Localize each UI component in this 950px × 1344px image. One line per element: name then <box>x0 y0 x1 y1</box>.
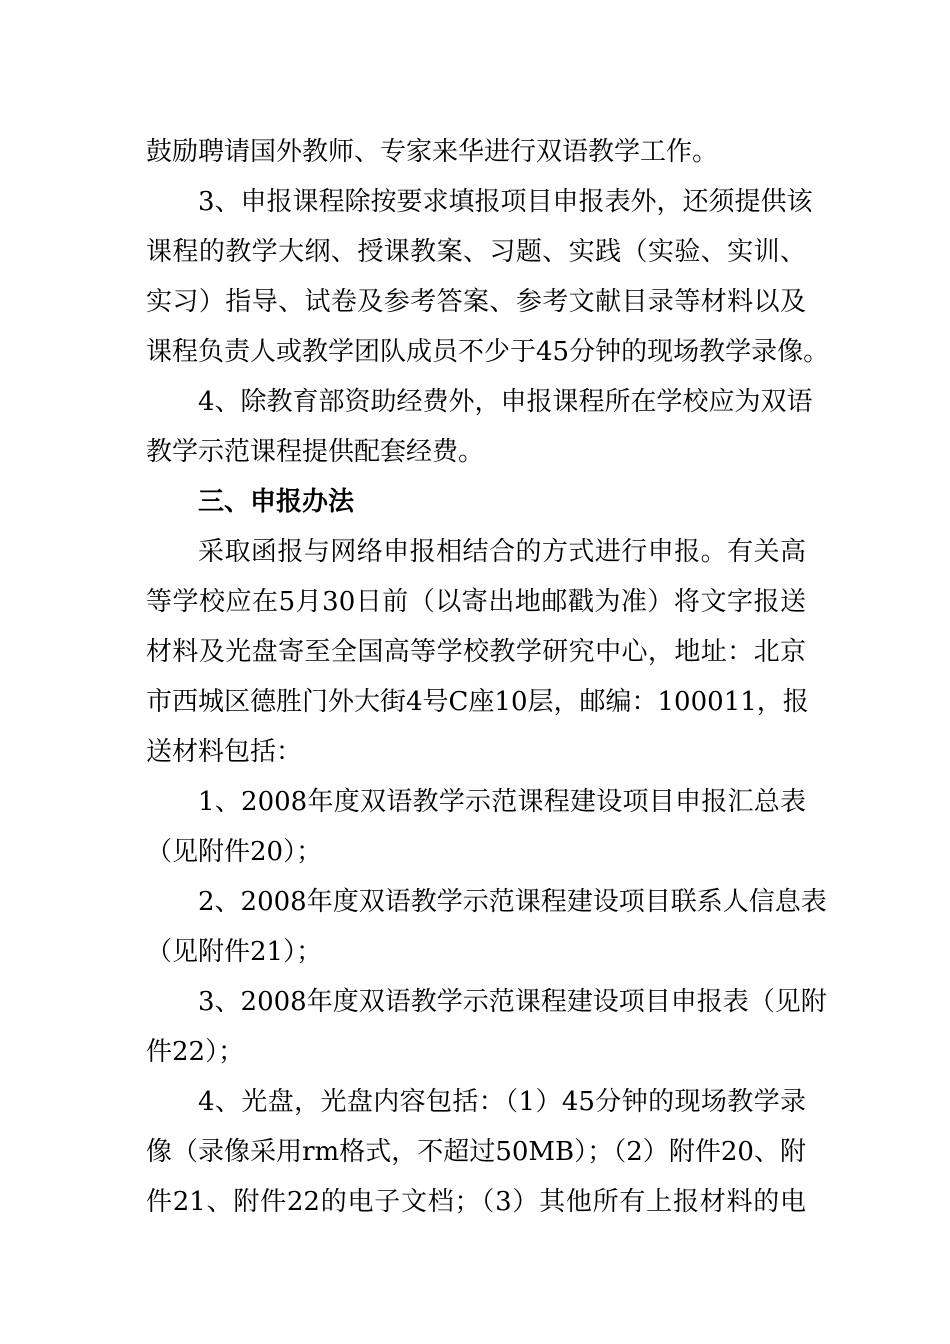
paragraph-line: 3、申报课程除按要求填报项目申报表外，还须提供该 <box>198 187 813 217</box>
paragraph-line: 材料及光盘寄至全国高等学校教学研究中心，地址：北京 <box>146 637 806 667</box>
paragraph-line: 4、除教育部资助经费外，申报课程所在学校应为双语 <box>198 387 813 417</box>
list-item-line: 件21、附件22的电子文档；（3）其他所有上报材料的电 <box>146 1187 806 1217</box>
paragraph-line: 市西城区德胜门外大街4号C座10层，邮编：100011，报 <box>146 687 809 717</box>
list-item-line: 件22）； <box>146 1037 245 1067</box>
list-item-line: 3、2008年度双语教学示范课程建设项目申报表（见附 <box>198 987 827 1017</box>
paragraph-line: 课程的教学大纲、授课教案、习题、实践（实验、实训、 <box>146 237 806 267</box>
paragraph-line: 教学示范课程提供配套经费。 <box>146 437 485 467</box>
list-item-line: （见附件20）； <box>146 837 323 867</box>
list-item-line: 1、2008年度双语教学示范课程建设项目申报汇总表 <box>198 787 806 817</box>
paragraph-line: 采取函报与网络申报相结合的方式进行申报。有关高 <box>198 537 806 567</box>
section-heading: 三、申报办法 <box>198 487 355 517</box>
paragraph-line: 等学校应在5月30日前（以寄出地邮戳为准）将文字报送 <box>146 587 806 617</box>
list-item-line: （见附件21）； <box>146 937 323 967</box>
list-item-line: 4、光盘，光盘内容包括：（1）45分钟的现场教学录 <box>198 1087 806 1117</box>
paragraph-line: 送材料包括： <box>146 737 303 767</box>
list-item-line: 2、2008年度双语教学示范课程建设项目联系人信息表 <box>198 887 827 917</box>
list-item-line: 像（录像采用rm格式，不超过50MB）；（2）附件20、附 <box>146 1137 806 1167</box>
paragraph-line: 鼓励聘请国外教师、专家来华进行双语教学工作。 <box>146 137 719 167</box>
paragraph-line: 课程负责人或教学团队成员不少于45分钟的现场教学录像。 <box>146 337 830 367</box>
paragraph-line: 实习）指导、试卷及参考答案、参考文献目录等材料以及 <box>146 287 806 317</box>
